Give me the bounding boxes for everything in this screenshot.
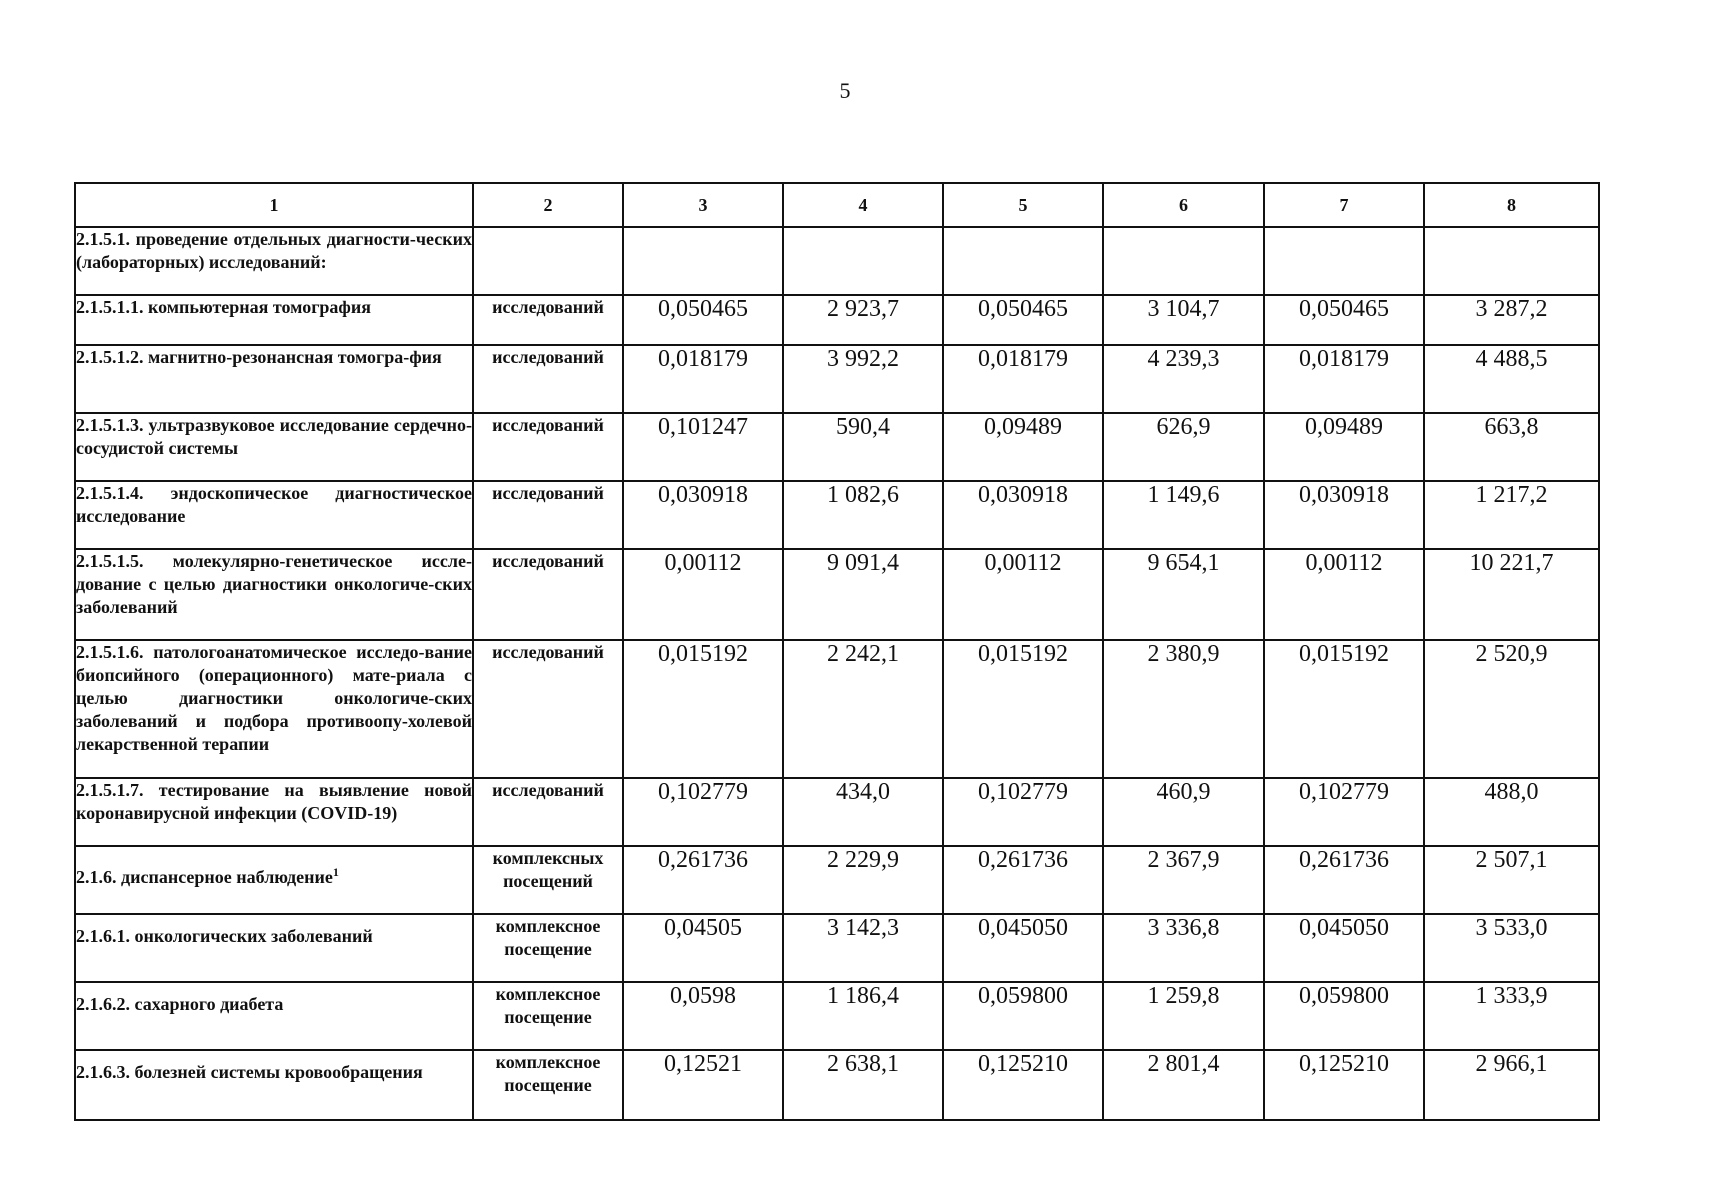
value-cell: 9 654,1 [1103, 549, 1264, 640]
row-name-text: 2.1.5.1.4. эндоскопическое диагностическое исследование [76, 483, 472, 526]
row-name-text: 2.1.6.2. сахарного диабета [76, 994, 284, 1014]
row-name-cell [75, 345, 473, 413]
value-cell: 0,12521 [623, 1050, 783, 1120]
value-cell: 0,030918 [943, 481, 1103, 549]
value-cell: 0,050465 [623, 295, 783, 345]
value-cell: 0,00112 [1264, 549, 1424, 640]
table-row [75, 846, 1599, 914]
value-cell: 0,018179 [1264, 345, 1424, 413]
value-cell: 3 142,3 [783, 914, 943, 982]
value-cell [783, 227, 943, 295]
value-cell: 2 367,9 [1103, 846, 1264, 914]
row-unit-cell: комплексное посещение [473, 1050, 623, 1120]
value-cell: 488,0 [1424, 778, 1599, 846]
value-cell: 2 507,1 [1424, 846, 1599, 914]
value-cell: 0,059800 [943, 982, 1103, 1050]
row-name-cell [75, 640, 473, 778]
row-unit-cell: комплексное посещение [473, 982, 623, 1050]
value-cell: 0,059800 [1264, 982, 1424, 1050]
row-name-cell [75, 914, 473, 982]
value-cell: 0,0598 [623, 982, 783, 1050]
value-cell: 0,045050 [1264, 914, 1424, 982]
row-name-text: 2.1.5.1.7. тестирование на выявление новой коронавирусной инфекции (COVID-19) [76, 780, 472, 823]
value-cell: 0,125210 [1264, 1050, 1424, 1120]
value-cell: 2 242,1 [783, 640, 943, 778]
column-header: 7 [1264, 183, 1424, 227]
value-cell: 2 801,4 [1103, 1050, 1264, 1120]
value-cell: 0,030918 [623, 481, 783, 549]
value-cell: 0,00112 [943, 549, 1103, 640]
page-number: 5 [839, 78, 851, 103]
row-name-cell [75, 227, 473, 295]
value-cell: 1 186,4 [783, 982, 943, 1050]
value-cell: 0,04505 [623, 914, 783, 982]
row-name-text: 2.1.5.1. проведение отдельных диагности-ческих (лабораторных) исследований: [76, 229, 472, 272]
row-name-cell [75, 549, 473, 640]
row-name-cell [75, 982, 473, 1050]
value-cell: 0,261736 [1264, 846, 1424, 914]
value-cell: 2 380,9 [1103, 640, 1264, 778]
row-name-cell [75, 778, 473, 846]
row-unit-cell: исследований [473, 549, 623, 640]
data-table [74, 182, 1600, 1121]
value-cell: 0,102779 [1264, 778, 1424, 846]
row-name-text: 2.1.6.1. онкологических заболеваний [76, 926, 373, 946]
row-unit-cell: исследований [473, 640, 623, 778]
table-row [75, 914, 1599, 982]
column-header: 6 [1103, 183, 1264, 227]
value-cell: 10 221,7 [1424, 549, 1599, 640]
value-cell: 1 333,9 [1424, 982, 1599, 1050]
value-cell [943, 227, 1103, 295]
table-row [75, 778, 1599, 846]
value-cell: 2 638,1 [783, 1050, 943, 1120]
table-row [75, 481, 1599, 549]
value-cell: 1 082,6 [783, 481, 943, 549]
row-unit-cell: исследований [473, 295, 623, 345]
row-unit-cell: комплексных посещений [473, 846, 623, 914]
row-unit-cell: комплексное посещение [473, 914, 623, 982]
row-name-text: 2.1.6. диспансерное наблюдение [76, 867, 333, 887]
value-cell: 0,015192 [623, 640, 783, 778]
value-cell: 3 287,2 [1424, 295, 1599, 345]
value-cell: 3 336,8 [1103, 914, 1264, 982]
column-header: 1 [75, 183, 473, 227]
value-cell [1424, 227, 1599, 295]
table-row [75, 1050, 1599, 1120]
value-cell: 2 520,9 [1424, 640, 1599, 778]
column-header: 4 [783, 183, 943, 227]
row-name-cell [75, 1050, 473, 1120]
footnote-marker: 1 [332, 865, 339, 879]
value-cell: 4 488,5 [1424, 345, 1599, 413]
row-name-text: 2.1.5.1.1. компьютерная томография [76, 297, 371, 317]
value-cell [1264, 227, 1424, 295]
value-cell: 3 992,2 [783, 345, 943, 413]
value-cell: 2 229,9 [783, 846, 943, 914]
value-cell: 0,09489 [1264, 413, 1424, 481]
value-cell: 0,015192 [943, 640, 1103, 778]
table-row [75, 227, 1599, 295]
table-row [75, 413, 1599, 481]
value-cell: 3 533,0 [1424, 914, 1599, 982]
value-cell: 0,09489 [943, 413, 1103, 481]
value-cell: 0,045050 [943, 914, 1103, 982]
row-name-cell [75, 295, 473, 345]
table-row [75, 549, 1599, 640]
row-unit-cell [473, 227, 623, 295]
row-name-cell [75, 481, 473, 549]
row-unit-cell: исследований [473, 481, 623, 549]
value-cell: 1 217,2 [1424, 481, 1599, 549]
value-cell: 1 149,6 [1103, 481, 1264, 549]
value-cell: 0,261736 [943, 846, 1103, 914]
value-cell: 0,050465 [1264, 295, 1424, 345]
table-row [75, 640, 1599, 778]
value-cell: 0,261736 [623, 846, 783, 914]
row-name-text: 2.1.5.1.3. ультразвуковое исследование сердечно-сосудистой системы [76, 415, 472, 458]
value-cell: 0,050465 [943, 295, 1103, 345]
value-cell: 0,00112 [623, 549, 783, 640]
value-cell: 4 239,3 [1103, 345, 1264, 413]
column-header: 2 [473, 183, 623, 227]
table-row [75, 982, 1599, 1050]
row-unit-cell: исследований [473, 345, 623, 413]
row-unit-cell: исследований [473, 778, 623, 846]
value-cell: 0,018179 [623, 345, 783, 413]
table-row [75, 295, 1599, 345]
row-name-cell [75, 846, 473, 914]
value-cell: 0,018179 [943, 345, 1103, 413]
value-cell: 626,9 [1103, 413, 1264, 481]
value-cell: 0,101247 [623, 413, 783, 481]
value-cell: 2 923,7 [783, 295, 943, 345]
value-cell: 3 104,7 [1103, 295, 1264, 345]
table-header-row [75, 183, 1599, 227]
row-name-text: 2.1.6.3. болезней системы кровообращения [76, 1062, 423, 1082]
value-cell: 0,015192 [1264, 640, 1424, 778]
value-cell [1103, 227, 1264, 295]
row-name-text: 2.1.5.1.6. патологоанатомическое исследо-вание биопсийного (операционного) мате-риала с целью диагностики онкологиче-ских заболеваний и подбора противоопу-холевой лекарственной терапии [76, 642, 472, 754]
table-row [75, 345, 1599, 413]
column-header: 8 [1424, 183, 1599, 227]
row-unit-cell: исследований [473, 413, 623, 481]
value-cell: 460,9 [1103, 778, 1264, 846]
column-header: 3 [623, 183, 783, 227]
value-cell: 590,4 [783, 413, 943, 481]
value-cell: 434,0 [783, 778, 943, 846]
value-cell: 0,102779 [623, 778, 783, 846]
row-name-cell [75, 413, 473, 481]
column-header: 5 [943, 183, 1103, 227]
value-cell [623, 227, 783, 295]
value-cell: 9 091,4 [783, 549, 943, 640]
value-cell: 663,8 [1424, 413, 1599, 481]
value-cell: 2 966,1 [1424, 1050, 1599, 1120]
value-cell: 1 259,8 [1103, 982, 1264, 1050]
value-cell: 0,125210 [943, 1050, 1103, 1120]
value-cell: 0,102779 [943, 778, 1103, 846]
value-cell: 0,030918 [1264, 481, 1424, 549]
row-name-text: 2.1.5.1.5. молекулярно-генетическое иссле-дование с целью диагностики онкологиче-ских заболеваний [76, 551, 472, 617]
row-name-text: 2.1.5.1.2. магнитно-резонансная томогра-фия [76, 347, 442, 367]
